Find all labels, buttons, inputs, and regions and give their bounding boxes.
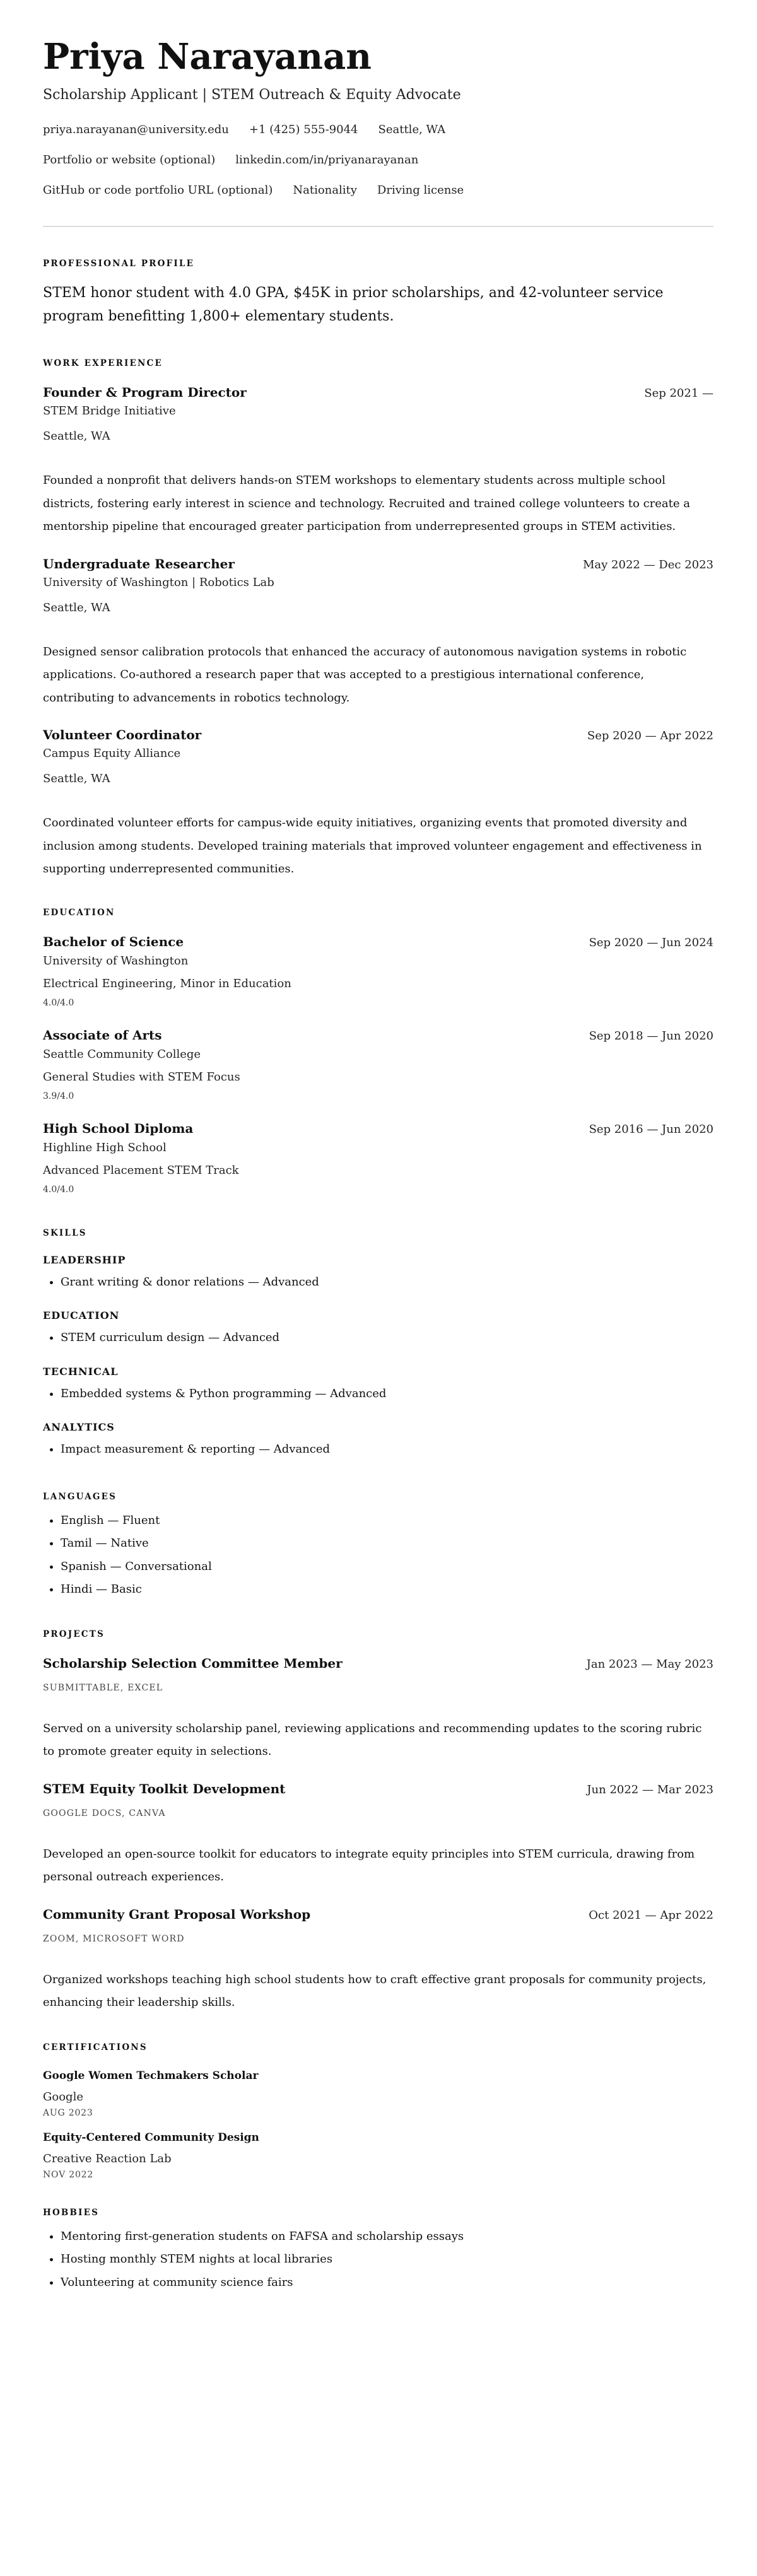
gpa: 3.9/4.0 <box>43 1091 74 1101</box>
contact-driving-license: Driving license <box>377 184 464 197</box>
job-organization: Campus Equity Alliance <box>43 747 181 760</box>
contact-phone[interactable]: +1 (425) 555-9044 <box>249 123 358 136</box>
work-entry-header <box>43 383 713 402</box>
skill-list <box>43 1326 713 1350</box>
section-title: WORK EXPERIENCE <box>43 358 163 368</box>
contact-github[interactable]: GitHub or code portfolio URL (optional) <box>43 184 273 197</box>
contact-portfolio[interactable]: Portfolio or website (optional) <box>43 153 216 167</box>
job-description: Coordinated volunteer efforts for campus-wide equity initiatives, organizing events that promoted diversity and inclusion among students. Developed training materials that improved volunteer engagement and effectiveness in supporting underrepresented communities. <box>43 816 702 875</box>
work-experience-section <box>43 357 713 881</box>
project-title: Scholarship Selection Committee Member <box>43 1655 343 1671</box>
job-title: Volunteer Coordinator <box>43 727 202 742</box>
education-section <box>43 906 713 1197</box>
contact-row <box>43 122 713 138</box>
skill-list <box>43 1438 713 1461</box>
section-title: PROFESSIONAL PROFILE <box>43 259 195 269</box>
section-title: SKILLS <box>43 1227 87 1238</box>
work-entry <box>43 383 713 539</box>
project-entry-header <box>43 1654 713 1673</box>
education-dates: Sep 2018 — Jun 2020 <box>589 1029 713 1043</box>
hobbies-section <box>43 2206 713 2295</box>
profile-section <box>43 257 713 328</box>
job-location: Seattle, WA <box>43 430 110 443</box>
certifications-section <box>43 2041 713 2181</box>
contact-row <box>43 153 713 168</box>
skill-category-title: EDUCATION <box>43 1309 120 1321</box>
section-title: HOBBIES <box>43 2207 100 2218</box>
job-description: Designed sensor calibration protocols that enhanced the accuracy of autonomous navigation systems in robotic applications. Co-authored a research paper that was accepted to a prestigious international conference, contributing to advancements in robotics technology. <box>43 645 687 705</box>
contact-email[interactable]: priya.narayanan@university.edu <box>43 123 229 136</box>
language-item: • Spanish — Conversational <box>61 1555 713 1579</box>
work-entry <box>43 726 713 881</box>
hobby-item: • Hosting monthly STEM nights at local libraries <box>61 2248 713 2271</box>
job-description: Founded a nonprofit that delivers hands-on STEM workshops to elementary students across multiple school districts, fostering early interest in science and technology. Recruited and trained college volunteers to create a mentorship pipeline that encouraged greater participation from underrepresented groups in STEM activities. <box>43 474 690 533</box>
project-title: Community Grant Proposal Workshop <box>43 1906 311 1922</box>
project-entry <box>43 1906 713 2015</box>
certification-issuer: Creative Reaction Lab <box>43 2152 172 2165</box>
education-entry-header <box>43 1120 713 1139</box>
profile-summary: STEM honor student with 4.0 GPA, $45K in prior scholarships, and 42-volunteer service program benefitting 1,800+ elementary students. <box>43 285 664 324</box>
candidate-name: Priya Narayanan <box>43 36 372 78</box>
project-entry <box>43 1780 713 1889</box>
degree-title: High School Diploma <box>43 1120 194 1136</box>
project-title: STEM Equity Toolkit Development <box>43 1781 286 1796</box>
education-entry <box>43 1120 713 1197</box>
section-title: CERTIFICATIONS <box>43 2042 148 2052</box>
project-dates: Oct 2021 — Apr 2022 <box>589 1908 713 1922</box>
hobbies-list <box>43 2225 713 2295</box>
section-title: LANGUAGES <box>43 1491 117 1502</box>
gpa: 4.0/4.0 <box>43 1184 74 1195</box>
project-description: Organized workshops teaching high school students how to craft effective grant proposals for community projects, enhancing their leadership skills. <box>43 1972 707 2009</box>
education-entry <box>43 1026 713 1103</box>
school-name: University of Washington <box>43 954 189 968</box>
job-dates: Sep 2020 — Apr 2022 <box>587 729 713 742</box>
resume-header <box>43 37 713 198</box>
job-title: Undergraduate Researcher <box>43 556 235 571</box>
skill-list <box>43 1383 713 1406</box>
skill-item: • Embedded systems & Python programming — Advanced <box>61 1383 713 1406</box>
field-of-study: General Studies with STEM Focus <box>43 1070 240 1084</box>
skill-item: • STEM curriculum design — Advanced <box>61 1326 713 1350</box>
school-name: Highline High School <box>43 1140 167 1154</box>
language-item: • Hindi — Basic <box>61 1578 713 1601</box>
skill-category-title: TECHNICAL <box>43 1365 119 1378</box>
skill-list <box>43 1271 713 1294</box>
degree-title: Associate of Arts <box>43 1027 162 1043</box>
skill-category-title: ANALYTICS <box>43 1421 115 1433</box>
project-description: Developed an open-source toolkit for educators to integrate equity principles into STEM curricula, drawing from personal outreach experiences. <box>43 1847 695 1883</box>
skill-item: • Grant writing & donor relations — Advanced <box>61 1271 713 1294</box>
project-dates: Jan 2023 — May 2023 <box>586 1657 713 1671</box>
hobby-item: • Volunteering at community science fairs <box>61 2271 713 2295</box>
work-entry-header <box>43 555 713 574</box>
hobby-item: • Mentoring first-generation students on FAFSA and scholarship essays <box>61 2225 713 2249</box>
degree-title: Bachelor of Science <box>43 934 184 949</box>
contact-row <box>43 183 713 198</box>
contact-nationality: Nationality <box>293 184 357 197</box>
education-entry <box>43 933 713 1010</box>
job-location: Seattle, WA <box>43 600 110 614</box>
contact-linkedin[interactable]: linkedin.com/in/priyanarayanan <box>235 153 419 167</box>
project-tools: ZOOM, MICROSOFT WORD <box>43 1933 185 1944</box>
certification-title: Google Women Techmakers Scholar <box>43 2069 259 2082</box>
certification-date: AUG 2023 <box>43 2107 93 2118</box>
project-tools: GOOGLE DOCS, CANVA <box>43 1808 166 1818</box>
projects-section <box>43 1628 713 2015</box>
job-dates: May 2022 — Dec 2023 <box>583 558 713 571</box>
field-of-study: Electrical Engineering, Minor in Education <box>43 976 291 990</box>
header-divider <box>43 226 713 227</box>
language-item: • English — Fluent <box>61 1509 713 1533</box>
project-entry-header <box>43 1906 713 1924</box>
section-title: EDUCATION <box>43 907 115 918</box>
languages-section <box>43 1490 713 1601</box>
education-dates: Sep 2016 — Jun 2020 <box>589 1122 713 1136</box>
certification-title: Equity-Centered Community Design <box>43 2131 259 2144</box>
job-organization: University of Washington | Robotics Lab <box>43 575 274 589</box>
work-entry <box>43 555 713 710</box>
certification-entry <box>43 2068 713 2119</box>
languages-list <box>43 1509 713 1601</box>
job-title: Founder & Program Director <box>43 385 247 400</box>
job-location: Seattle, WA <box>43 772 110 785</box>
project-entry <box>43 1654 713 1764</box>
job-organization: STEM Bridge Initiative <box>43 404 176 418</box>
skill-category-title: LEADERSHIP <box>43 1253 126 1266</box>
language-item: • Tamil — Native <box>61 1532 713 1555</box>
field-of-study: Advanced Placement STEM Track <box>43 1163 239 1177</box>
certification-issuer: Google <box>43 2090 83 2104</box>
school-name: Seattle Community College <box>43 1047 201 1061</box>
project-dates: Jun 2022 — Mar 2023 <box>587 1783 713 1796</box>
certification-entry <box>43 2129 713 2181</box>
skills-section <box>43 1227 713 1461</box>
contact-location: Seattle, WA <box>378 123 446 136</box>
project-description: Served on a university scholarship panel, reviewing applications and recommending updates to the scoring rubric to promote greater equity in selections. <box>43 1721 702 1758</box>
education-entry-header <box>43 1026 713 1045</box>
project-tools: SUBMITTABLE, EXCEL <box>43 1682 163 1693</box>
job-dates: Sep 2021 — <box>644 387 713 400</box>
certification-date: NOV 2022 <box>43 2169 94 2180</box>
education-dates: Sep 2020 — Jun 2024 <box>589 935 713 949</box>
education-entry-header <box>43 933 713 952</box>
section-title: PROJECTS <box>43 1629 105 1639</box>
project-entry-header <box>43 1780 713 1799</box>
skill-item: • Impact measurement & reporting — Advanced <box>61 1438 713 1461</box>
work-entry-header <box>43 726 713 745</box>
gpa: 4.0/4.0 <box>43 997 74 1008</box>
candidate-headline: Scholarship Applicant | STEM Outreach & Equity Advocate <box>43 87 461 103</box>
